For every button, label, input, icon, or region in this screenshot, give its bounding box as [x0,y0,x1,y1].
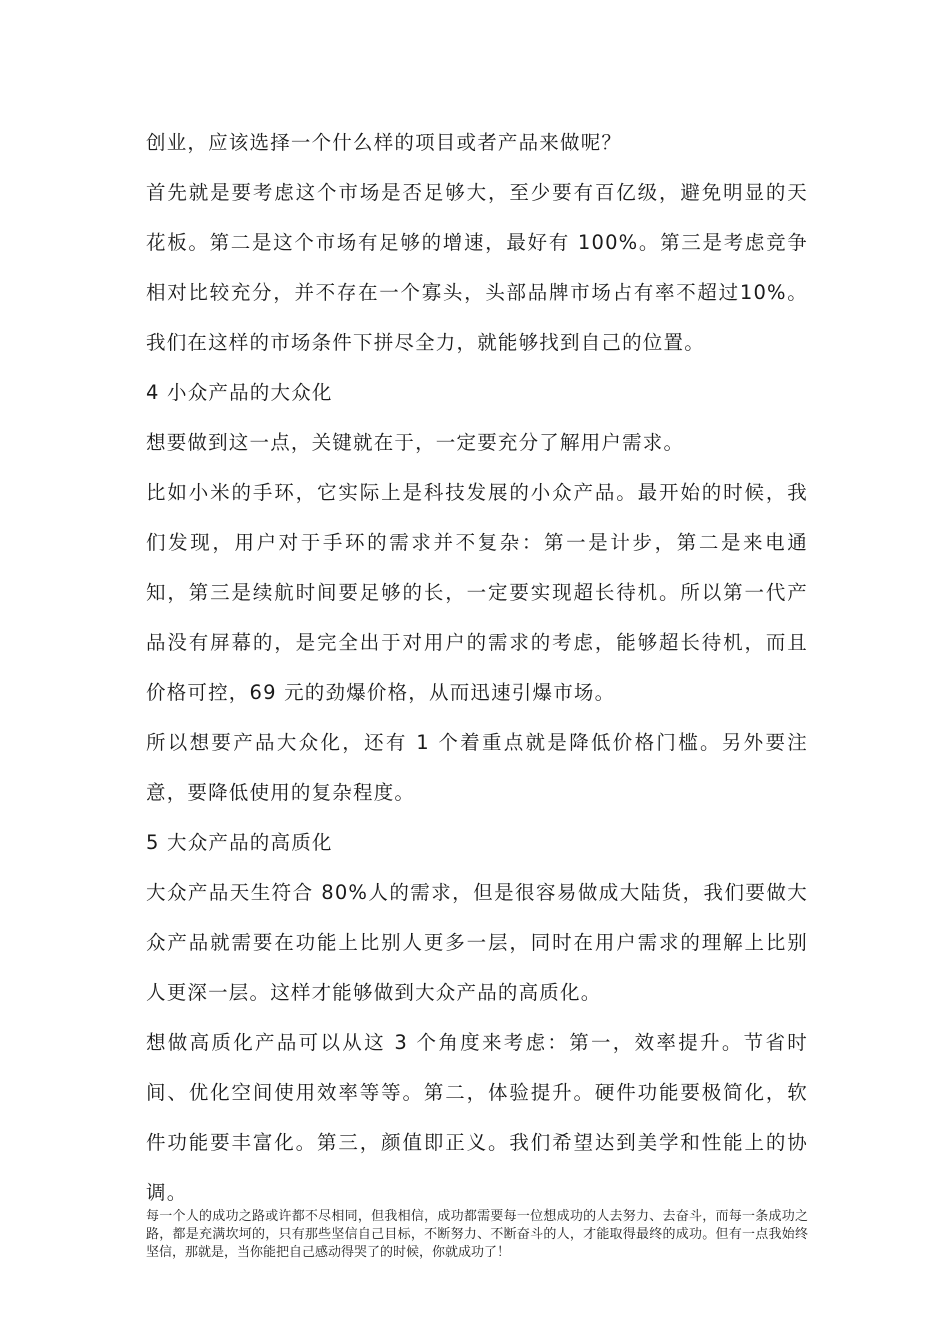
paragraph: 想做高质化产品可以从这 3 个角度来考虑：第一，效率提升。节省时间、优化空间使用效率等等。第二，体验提升。硬件功能要极简化，软件功能要丰富化。第三，颜值即正义。我们希望达到美学和性能上的协调。 [146,1031,808,1204]
section-heading: 5 大众产品的高质化 [146,831,333,854]
document-body [146,118,808,1218]
paragraph: 大众产品天生符合 80%人的需求，但是很容易做成大陆货，我们要做大众产品就需要在功能上比别人更多一层，同时在用户需求的理解上比别人更深一层。这样才能够做到大众产品的高质化。 [146,881,808,1004]
page-footer: 每一个人的成功之路或许都不尽相同，但我相信，成功都需要每一位想成功的人去努力、去奋斗，而每一条成功之路，都是充满坎坷的，只有那些坚信自己目标，不断努力、不断奋斗的人，才能取得最终的成功。但有一点我始终坚信，那就是，当你能把自己感动得哭了的时候，你就成功了！ [146,1209,808,1260]
paragraph: 首先就是要考虑这个市场是否足够大，至少要有百亿级，避免明显的天花板。第二是这个市场有足够的增速，最好有 100%。第三是考虑竞争相对比较充分，并不存在一个寡头，头部品牌市场占有率不超过10%。我们在这样的市场条件下拼尽全力，就能够找到自己的位置。 [146,181,808,354]
paragraph: 比如小米的手环，它实际上是科技发展的小众产品。最开始的时候，我们发现，用户对于手环的需求并不复杂：第一是计步，第二是来电通知，第三是续航时间要足够的长，一定要实现超长待机。所以第一代产品没有屏幕的，是完全出于对用户的需求的考虑，能够超长待机，而且价格可控，69 元的劲爆价格，从而迅速引爆市场。 [146,481,808,704]
section-heading: 4 小众产品的大众化 [146,381,333,404]
paragraph: 所以想要产品大众化，还有 1 个着重点就是降低价格门槛。另外要注意，要降低使用的复杂程度。 [146,731,808,804]
paragraph: 创业，应该选择一个什么样的项目或者产品来做呢？ [146,131,623,154]
paragraph: 想要做到这一点，关键就在于，一定要充分了解用户需求。 [146,431,685,454]
